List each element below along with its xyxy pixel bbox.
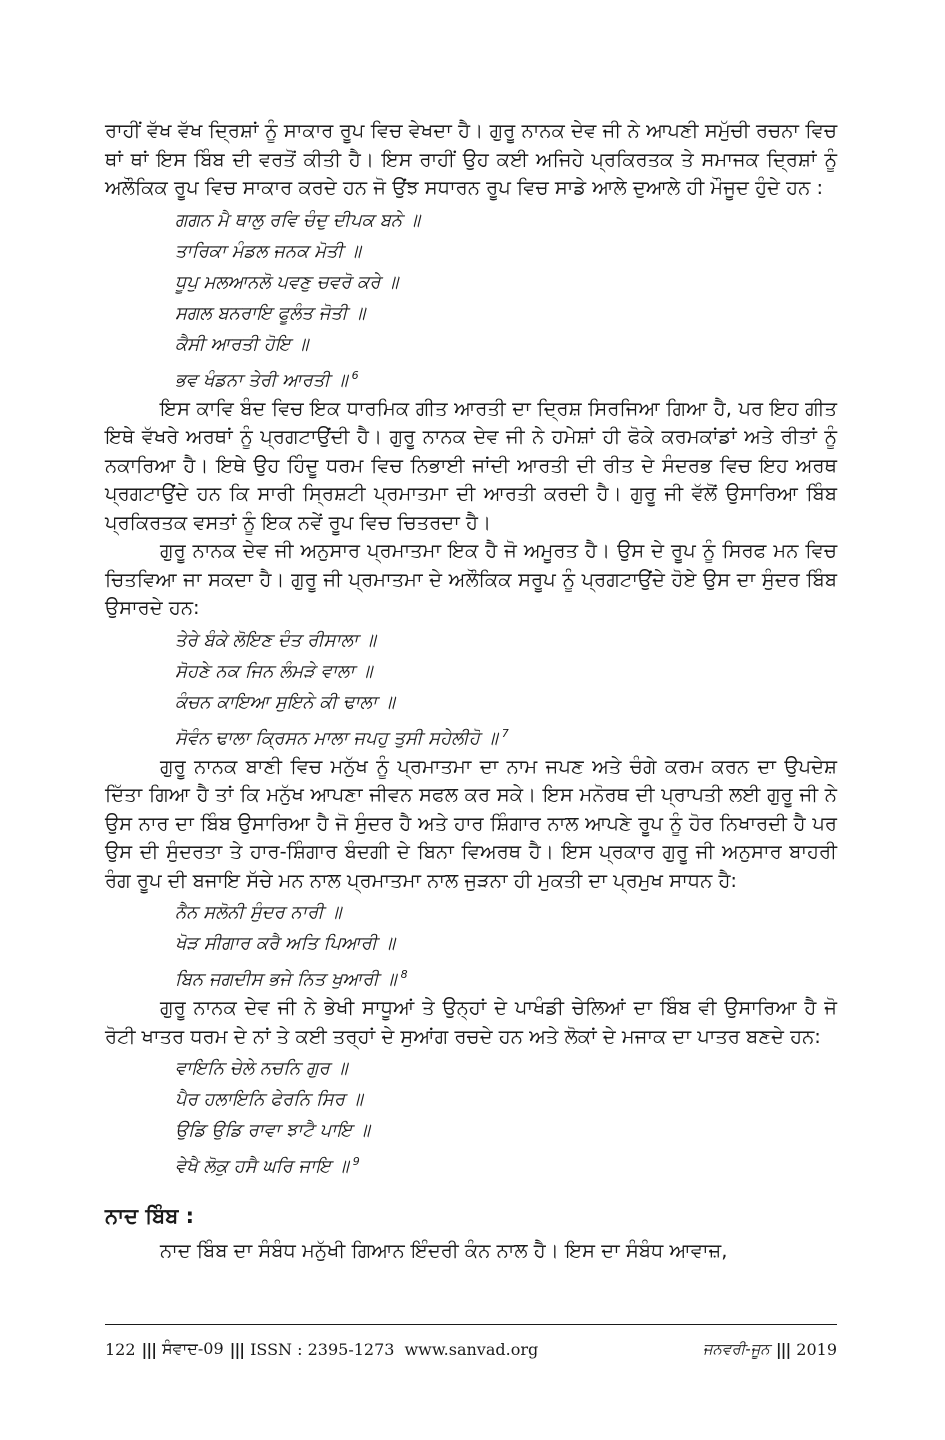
footer-left [105, 1339, 538, 1359]
verse-line: ਤਾਰਿਕਾ ਮੰਡਲ ਜਨਕ ਮੋਤੀ ॥ [175, 240, 361, 262]
page-number: 122 [105, 1339, 136, 1359]
page-body [105, 117, 837, 1266]
separator-bars: ||| [775, 1339, 791, 1359]
verse-line: ਗਗਨ ਮੈ ਥਾਲੁ ਰਵਿ ਚੰਦੁ ਦੀਪਕ ਬਨੇ ॥ [175, 209, 421, 231]
verse-line: ਉਡਿ ਉਡਿ ਰਾਵਾ ਝਾਟੈ ਪਾਇ ॥ [175, 1120, 370, 1141]
verse-text: ਵੇਖੈ ਲੋਕੁ ਹਸੈ ਘਰਿ ਜਾਇ ॥ [175, 1156, 349, 1177]
year: 2019 [796, 1339, 837, 1359]
verse-block-2 [175, 625, 837, 749]
verse-text: ਬਿਨ ਜਗਦੀਸ ਭਜੇ ਨਿਤ ਖੁਆਰੀ ॥ [175, 969, 397, 990]
verse-line: ਪੈਰ ਹਲਾਇਨਿ ਫੇਰਨਿ ਸਿਰ ॥ [175, 1089, 363, 1110]
footnote-ref: 8 [400, 968, 408, 981]
footnote-ref: 7 [501, 726, 509, 740]
verse-line: ਧੂਪੁ ਮਲਆਨਲੋ ਪਵਣੁ ਚਵਰੋ ਕਰੇ ॥ [175, 271, 399, 293]
footer-right [703, 1340, 837, 1359]
journal-period: ਜਨਵਰੀ-ਜੂਨ [702, 1340, 770, 1358]
footnote-ref: 6 [351, 368, 359, 382]
verse-line-last [175, 1146, 837, 1177]
verse-line-last [175, 718, 837, 749]
verse-block-4 [175, 1053, 837, 1177]
verse-line: ਖੋੜ ਸੀਗਾਰ ਕਰੈ ਅਤਿ ਪਿਆਰੀ ॥ [175, 933, 395, 954]
verse-line: ਸਗਲ ਬਨਰਾਇ ਫੂਲੰਤ ਜੋਤੀ ॥ [175, 302, 366, 324]
website-link[interactable]: www.sanvad.org [404, 1339, 539, 1359]
section-heading: ਨਾਦ ਬਿੰਬ : [105, 1204, 195, 1228]
verse-line: ਵਾਇਨਿ ਚੇਲੇ ਨਚਨਿ ਗੁਰ ॥ [175, 1058, 348, 1079]
verse-text: ਸੋਵੰਨ ਢਾਲਾ ਕ੍ਰਿਸਨ ਮਾਲਾ ਜਪਹੁ ਤੁਸੀ ਸਹੇਲੀਹੋ ॥ [175, 727, 498, 749]
verse-line: ਸੋਹਣੇ ਨਕ ਜਿਨ ਲੰਮੜੇ ਵਾਲਾ ॥ [175, 660, 373, 682]
verse-line-last [175, 959, 837, 990]
footnote-ref: 9 [352, 1155, 360, 1168]
paragraph-6: ਨਾਦ ਬਿੰਬ ਦਾ ਸੰਬੰਧ ਮਨੁੱਖੀ ਗਿਆਨ ਇੰਦਰੀ ਕੰਨ ਨਾਲ ਹੈ। ਇਸ ਦਾ ਸੰਬੰਧ ਆਵਾਜ਼, [160, 1239, 728, 1262]
verse-line-last [175, 360, 837, 391]
verse-line: ਨੈਨ ਸਲੋਨੀ ਸੁੰਦਰ ਨਾਰੀ ॥ [175, 902, 342, 923]
verse-line: ਕੰਚਨ ਕਾਇਆ ਸੁਇਨੇ ਕੀ ਢਾਲਾ ॥ [175, 691, 395, 713]
page-footer [105, 1324, 837, 1359]
journal-issue: ਸੰਵਾਦ-09 [162, 1339, 224, 1358]
verse-text: ਭਵ ਖੰਡਨਾ ਤੇਰੀ ਆਰਤੀ ॥ [175, 369, 348, 391]
issn: ISSN : 2395-1273 [250, 1339, 395, 1359]
separator-bars: ||| [141, 1339, 157, 1359]
paragraph-1: ਰਾਹੀਂ ਵੱਖ ਵੱਖ ਦ੍ਰਿਸ਼ਾਂ ਨੂੰ ਸਾਕਾਰ ਰੂਪ ਵਿਚ ਵੇਖਦਾ ਹੈ। ਗੁਰੂ ਨਾਨਕ ਦੇਵ ਜੀ ਨੇ ਆਪਣੀ ਸਮੁੱਚੀ ਰਚਨਾ ਵਿਚ ਥਾਂ ਥਾਂ ਇਸ ਬਿੰਬ ਦੀ ਵਰਤੋਂ ਕੀਤੀ ਹੈ। ਇਸ ਰਾਹੀਂ ਉਹ ਕਈ ਅਜਿਹੇ ਪ੍ਰਕਿਰਤਕ ਤੇ ਸਮਾਜਕ ਦ੍ਰਿਸ਼ਾਂ ਨੂੰ ਅਲੌਕਿਕ ਰੂਪ ਵਿਚ ਸਾਕਾਰ ਕਰਦੇ ਹਨ ਜੋ ਉਂਝ ਸਧਾਰਨ ਰੂਪ ਵਿਚ ਸਾਡੇ ਆਲੇ ਦੁਆਲੇ ਹੀ ਮੌਜੂਦ ਹੁੰਦੇ ਹਨ : [105, 119, 837, 199]
separator-bars: ||| [229, 1339, 245, 1359]
verse-block-1 [175, 205, 837, 391]
paragraph-4: ਗੁਰੂ ਨਾਨਕ ਬਾਣੀ ਵਿਚ ਮਨੁੱਖ ਨੂੰ ਪ੍ਰਮਾਤਮਾ ਦਾ ਨਾਮ ਜਪਣ ਅਤੇ ਚੰਗੇ ਕਰਮ ਕਰਨ ਦਾ ਉਪਦੇਸ਼ ਦਿੱਤਾ ਗਿਆ ਹੈ ਤਾਂ ਕਿ ਮਨੁੱਖ ਆਪਣਾ ਜੀਵਨ ਸਫਲ ਕਰ ਸਕੇ। ਇਸ ਮਨੋਰਥ ਦੀ ਪ੍ਰਾਪਤੀ ਲਈ ਗੁਰੂ ਜੀ ਨੇ ਉਸ ਨਾਰ ਦਾ ਬਿੰਬ ਉਸਾਰਿਆ ਹੈ ਜੋ ਸੁੰਦਰ ਹੈ ਅਤੇ ਹਾਰ ਸ਼ਿੰਗਾਰ ਨਾਲ ਆਪਣੇ ਰੂਪ ਨੂੰ ਹੋਰ ਨਿਖਾਰਦੀ ਹੈ ਪਰ ਉਸ ਦੀ ਸੁੰਦਰਤਾ ਤੇ ਹਾਰ-ਸ਼ਿੰਗਾਰ ਬੰਦਗੀ ਦੇ ਬਿਨਾ ਵਿਅਰਥ ਹੈ। ਇਸ ਪ੍ਰਕਾਰ ਗੁਰੂ ਜੀ ਅਨੁਸਾਰ ਬਾਹਰੀ ਰੰਗ ਰੂਪ ਦੀ ਬਜਾਇ ਸੱਚੇ ਮਨ ਨਾਲ ਪ੍ਰਮਾਤਮਾ ਨਾਲ ਜੁੜਨਾ ਹੀ ਮੁਕਤੀ ਦਾ ਪ੍ਰਮੁਖ ਸਾਧਨ ਹੈ: [105, 754, 837, 892]
paragraph-3: ਗੁਰੂ ਨਾਨਕ ਦੇਵ ਜੀ ਅਨੁਸਾਰ ਪ੍ਰਮਾਤਮਾ ਇਕ ਹੈ ਜੋ ਅਮੂਰਤ ਹੈ। ਉਸ ਦੇ ਰੂਪ ਨੂੰ ਸਿਰਫ ਮਨ ਵਿਚ ਚਿਤਵਿਆ ਜਾ ਸਕਦਾ ਹੈ। ਗੁਰੂ ਜੀ ਪ੍ਰਮਾਤਮਾ ਦੇ ਅਲੌਕਿਕ ਸਰੂਪ ਨੂੰ ਪ੍ਰਗਟਾਉਂਦੇ ਹੋਏ ਉਸ ਦਾ ਸੁੰਦਰ ਬਿੰਬ ਉਸਾਰਦੇ ਹਨ: [105, 539, 837, 619]
verse-line: ਤੇਰੇ ਬੰਕੇ ਲੋਇਣ ਦੰਤ ਰੀਸਾਲਾ ॥ [175, 629, 376, 651]
paragraph-5: ਗੁਰੂ ਨਾਨਕ ਦੇਵ ਜੀ ਨੇ ਭੇਖੀ ਸਾਧੂਆਂ ਤੇ ਉਨ੍ਹਾਂ ਦੇ ਪਾਖੰਡੀ ਚੇਲਿਆਂ ਦਾ ਬਿੰਬ ਵੀ ਉਸਾਰਿਆ ਹੈ ਜੋ ਰੋਟੀ ਖਾਤਰ ਧਰਮ ਦੇ ਨਾਂ ਤੇ ਕਈ ਤਰ੍ਹਾਂ ਦੇ ਸੁਆਂਗ ਰਚਦੇ ਹਨ ਅਤੇ ਲੋਕਾਂ ਦੇ ਮਜਾਕ ਦਾ ਪਾਤਰ ਬਣਦੇ ਹਨ: [105, 996, 837, 1048]
paragraph-2: ਇਸ ਕਾਵਿ ਬੰਦ ਵਿਚ ਇਕ ਧਾਰਮਿਕ ਗੀਤ ਆਰਤੀ ਦਾ ਦ੍ਰਿਸ਼ ਸਿਰਜਿਆ ਗਿਆ ਹੈ, ਪਰ ਇਹ ਗੀਤ ਇਥੇ ਵੱਖਰੇ ਅਰਥਾਂ ਨੂੰ ਪ੍ਰਗਟਾਉਂਦੀ ਹੈ। ਗੁਰੂ ਨਾਨਕ ਦੇਵ ਜੀ ਨੇ ਹਮੇਸ਼ਾਂ ਹੀ ਫੋਕੇ ਕਰਮਕਾਂਡਾਂ ਅਤੇ ਰੀਤਾਂ ਨੂੰ ਨਕਾਰਿਆ ਹੈ। ਇਥੇ ਉਹ ਹਿੰਦੂ ਧਰਮ ਵਿਚ ਨਿਭਾਈ ਜਾਂਦੀ ਆਰਤੀ ਦੀ ਰੀਤ ਦੇ ਸੰਦਰਭ ਵਿਚ ਇਹ ਅਰਥ ਪ੍ਰਗਟਾਉਂਦੇ ਹਨ ਕਿ ਸਾਰੀ ਸ੍ਰਿਸ਼ਟੀ ਪ੍ਰਮਾਤਮਾ ਦੀ ਆਰਤੀ ਕਰਦੀ ਹੈ। ਗੁਰੂ ਜੀ ਵੱਲੋਂ ਉਸਾਰਿਆ ਬਿੰਬ ਪ੍ਰਕਿਰਤਕ ਵਸਤਾਂ ਨੂੰ ਇਕ ਨਵੇਂ ਰੂਪ ਵਿਚ ਚਿਤਰਦਾ ਹੈ। [105, 396, 837, 534]
verse-line: ਕੈਸੀ ਆਰਤੀ ਹੋਇ ॥ [175, 333, 309, 355]
verse-block-3 [175, 897, 837, 990]
